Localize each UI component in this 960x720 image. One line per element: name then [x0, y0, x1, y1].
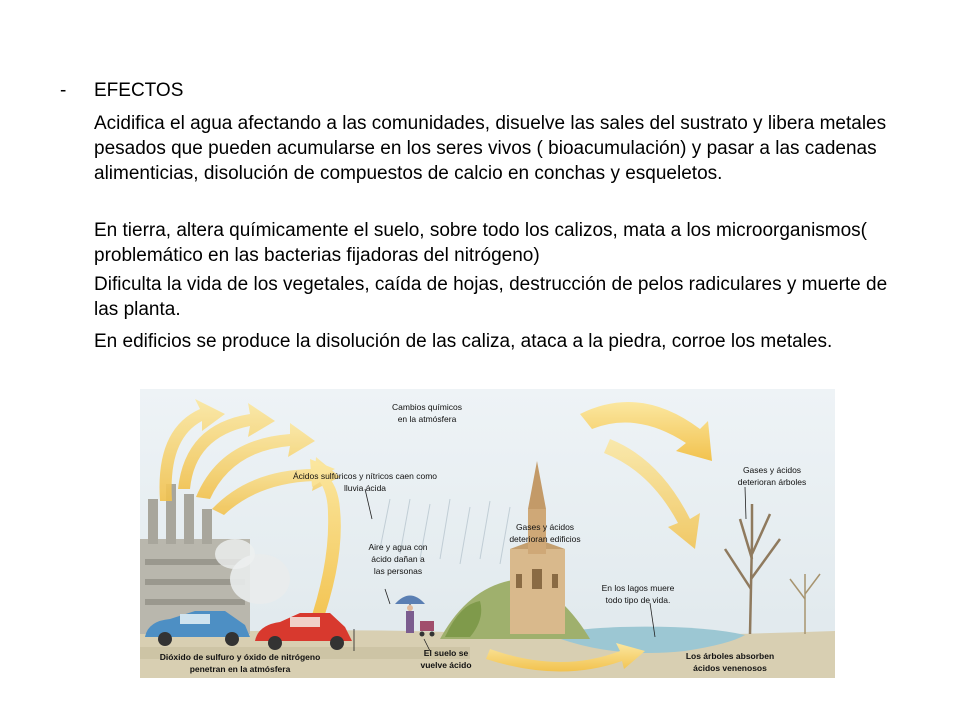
paragraph-building-effects: En edificios se produce la disolución de las caliza, ataca a la piedra, corroe los metales.: [94, 331, 833, 352]
label-cambios-2: en la atmósfera: [397, 414, 457, 424]
label-suelo-1: El suelo se: [423, 648, 469, 658]
label-cambios-1: Cambios químicos: [392, 402, 462, 412]
label-suelo-2: vuelve ácido: [420, 660, 472, 670]
label-aire-2: ácido dañan a: [371, 554, 425, 564]
label-arboles-1: Los árboles absorben: [685, 651, 775, 661]
label-arboles-2: ácidos venenosos: [693, 663, 767, 673]
label-acidos-1: Ácidos sulfúricos y nítricos caen como: [292, 471, 438, 481]
label-acidos-2: lluvia ácida: [343, 483, 387, 493]
label-aire-3: las personas: [373, 566, 423, 576]
paragraph-water-effects: Acidifica el agua afectando a las comunidades, disuelve las sales del sustrato y libera metales pesados que pueden acumularse en los seres vivos ( bioacumulación) y pasar a las cadenas alimenticias, disolución de compuestos de calcio en conchas y esqueletos.: [94, 113, 887, 184]
label-lagos-1: En los lagos muere: [601, 583, 675, 593]
bullet-dash: -: [60, 80, 67, 101]
section-heading: EFECTOS: [94, 80, 184, 101]
label-lagos-2: todo tipo de vida.: [605, 595, 671, 605]
label-gases-edificios-1: Gases y ácidos: [515, 522, 575, 532]
label-dioxido-1: Dióxido de sulfuro y óxido de nitrógeno: [159, 652, 321, 662]
acid-rain-illustration: [140, 389, 835, 678]
label-gases-edificios-2: deterioran edificios: [509, 534, 581, 544]
label-gases-arboles-2: deterioran árboles: [737, 477, 807, 487]
label-gases-arboles-1: Gases y ácidos: [742, 465, 802, 475]
label-aire-1: Aire y agua con: [368, 542, 428, 552]
paragraph-plant-effects: Dificulta la vida de los vegetales, caída de hojas, destrucción de pelos radiculares y muerte de las planta.: [94, 274, 888, 320]
paragraph-soil-effects: En tierra, altera químicamente el suelo, sobre todo los calizos, mata a los microorganismos( problemático en las bacterias fijadoras del nitrógeno): [94, 220, 868, 266]
label-dioxido-2: penetran en la atmósfera: [189, 664, 291, 674]
